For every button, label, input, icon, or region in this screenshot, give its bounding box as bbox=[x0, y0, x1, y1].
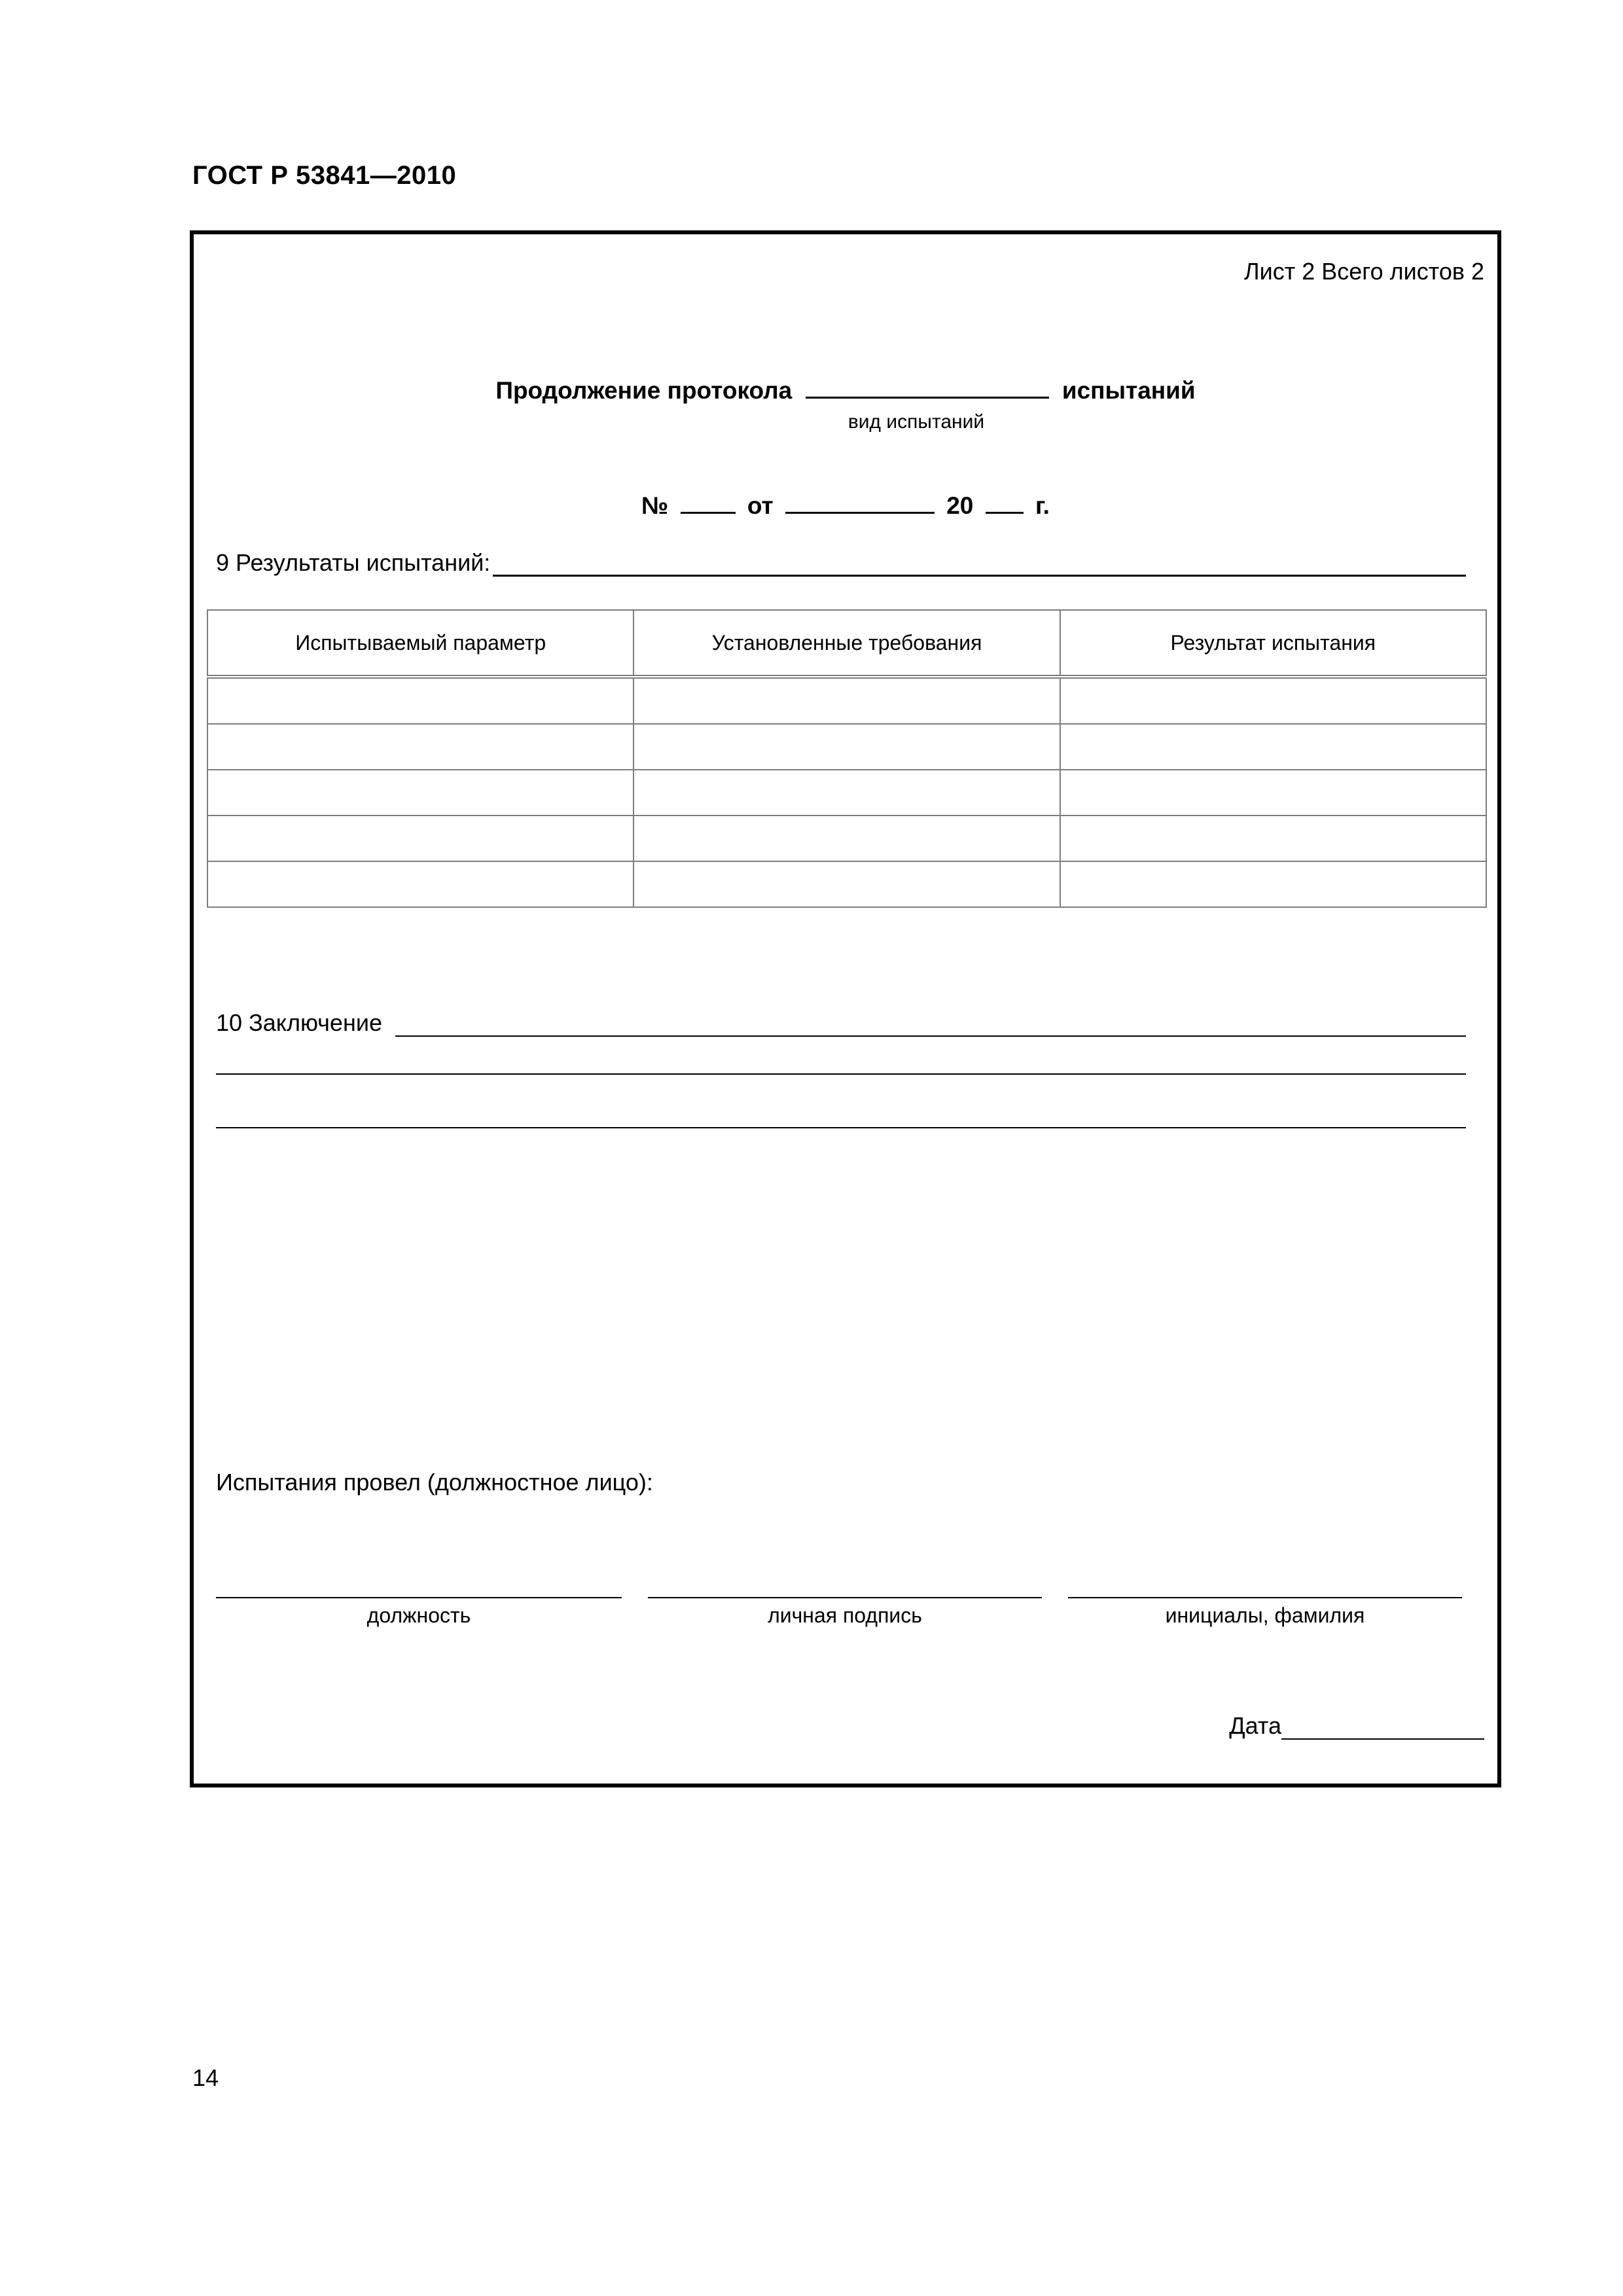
from-label: от bbox=[747, 492, 774, 519]
century-label: 20 bbox=[946, 492, 974, 519]
table-cell[interactable] bbox=[1060, 816, 1486, 861]
protocol-year-blank[interactable] bbox=[986, 488, 1024, 514]
table-row bbox=[207, 770, 1486, 816]
conclusion-line bbox=[216, 1009, 1466, 1037]
table-cell[interactable] bbox=[207, 816, 633, 861]
test-type-hint: вид испытаний bbox=[847, 411, 985, 433]
table-cell[interactable] bbox=[633, 816, 1060, 861]
table-cell[interactable] bbox=[633, 677, 1060, 724]
position-blank[interactable] bbox=[216, 1597, 622, 1598]
table-cell[interactable] bbox=[1060, 770, 1486, 816]
date-blank[interactable] bbox=[1281, 1713, 1484, 1740]
protocol-number-line bbox=[194, 488, 1497, 520]
table-cell[interactable] bbox=[1060, 861, 1486, 907]
sheet-info: Лист 2 Всего листов 2 bbox=[1243, 258, 1484, 285]
position-field[interactable] bbox=[216, 1597, 622, 1628]
page-number: 14 bbox=[192, 2064, 219, 2091]
protocol-number-blank[interactable] bbox=[681, 488, 736, 514]
number-sign: № bbox=[641, 492, 669, 519]
signature-caption: личная подпись bbox=[768, 1604, 922, 1627]
column-header-requirements: Установленные требования bbox=[633, 610, 1060, 677]
column-header-result: Результат испытания bbox=[1060, 610, 1486, 677]
table-cell[interactable] bbox=[633, 724, 1060, 770]
date-label: Дата bbox=[1229, 1712, 1281, 1739]
conclusion-blank[interactable] bbox=[395, 1009, 1466, 1037]
date-line bbox=[1229, 1712, 1484, 1740]
table-cell[interactable] bbox=[207, 677, 633, 724]
table-cell[interactable] bbox=[207, 861, 633, 907]
signature-blank[interactable] bbox=[648, 1597, 1042, 1598]
column-header-parameter: Испытываемый параметр bbox=[207, 610, 633, 677]
tester-label: Испытания провел (должностное лицо): bbox=[216, 1469, 653, 1496]
conclusion-blank-line-3[interactable] bbox=[216, 1127, 1466, 1128]
table-cell[interactable] bbox=[633, 770, 1060, 816]
year-suffix: г. bbox=[1035, 492, 1050, 519]
table-cell[interactable] bbox=[1060, 724, 1486, 770]
table-cell[interactable] bbox=[207, 724, 633, 770]
full-name-blank[interactable] bbox=[1068, 1597, 1462, 1598]
full-name-field[interactable] bbox=[1068, 1597, 1462, 1628]
protocol-date-blank[interactable] bbox=[785, 488, 935, 514]
results-line bbox=[216, 548, 1466, 577]
table-cell[interactable] bbox=[1060, 677, 1486, 724]
table-header-row bbox=[207, 610, 1486, 677]
results-label: 9 Результаты испытаний: bbox=[216, 549, 491, 576]
protocol-form-frame bbox=[190, 230, 1501, 1787]
table-cell[interactable] bbox=[207, 770, 633, 816]
results-table bbox=[207, 609, 1487, 908]
results-blank[interactable] bbox=[493, 548, 1466, 577]
protocol-heading bbox=[194, 372, 1497, 404]
table-row bbox=[207, 816, 1486, 861]
position-caption: должность bbox=[366, 1604, 471, 1627]
heading-suffix: испытаний bbox=[1061, 377, 1196, 404]
table-row bbox=[207, 861, 1486, 907]
signature-field[interactable] bbox=[648, 1597, 1042, 1628]
conclusion-label: 10 Заключение bbox=[216, 1009, 382, 1036]
table-cell[interactable] bbox=[633, 861, 1060, 907]
heading-prefix: Продолжение протокола bbox=[495, 377, 793, 404]
table-row bbox=[207, 677, 1486, 724]
test-type-blank[interactable] bbox=[806, 372, 1049, 399]
table-row bbox=[207, 724, 1486, 770]
document-standard-id: ГОСТ Р 53841—2010 bbox=[192, 161, 457, 190]
full-name-caption: инициалы, фамилия bbox=[1165, 1604, 1365, 1627]
conclusion-blank-line-2[interactable] bbox=[216, 1073, 1466, 1075]
